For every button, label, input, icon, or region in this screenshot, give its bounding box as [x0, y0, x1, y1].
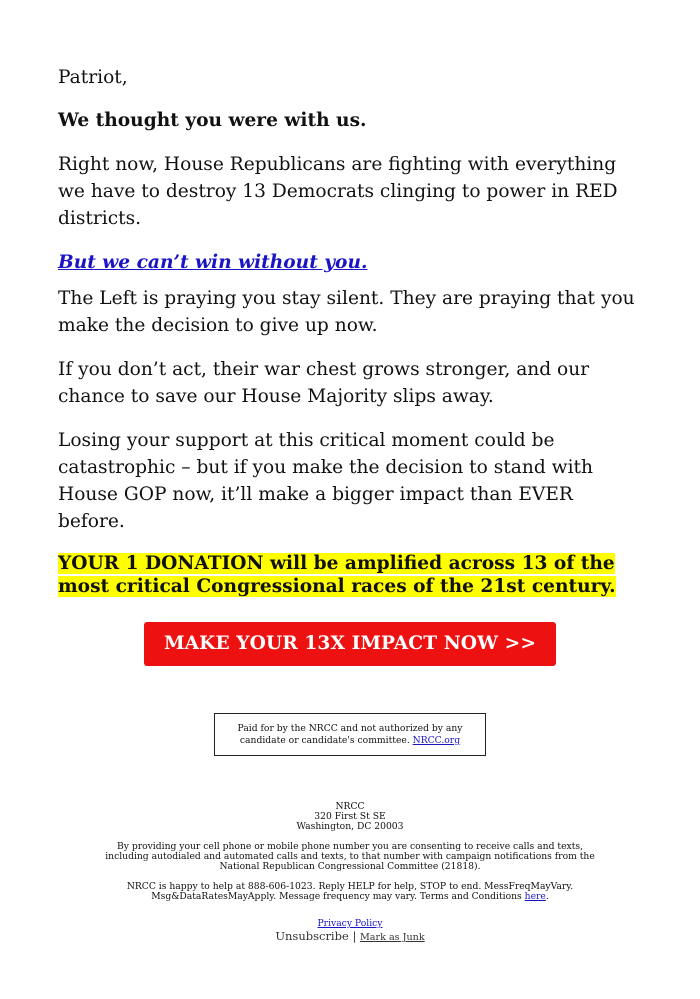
paragraph-2: The Left is praying you stay silent. They are praying that you make the decision to give up now. — [58, 288, 635, 336]
paragraph-1: Right now, House Republicans are fighting with everything we have to destroy 13 Democrats clinging to power in RED districts. — [58, 154, 618, 229]
org-name: NRCC — [335, 801, 365, 812]
paid-for-disclaimer — [214, 713, 486, 756]
paragraph-4: Losing your support at this critical moment could be catastrophic – but if you make the decision to stand with House GOP now, it’ll make a bigger impact than EVER before. — [58, 430, 593, 532]
address-block — [58, 802, 642, 832]
city-address: Washington, DC 20003 — [296, 821, 404, 832]
terms-here-link[interactable]: here — [524, 891, 546, 902]
greeting: Patriot, — [58, 67, 128, 88]
privacy-policy-link[interactable]: Privacy Policy — [317, 918, 383, 929]
unsubscribe-link[interactable]: Unsubscribe — [275, 929, 349, 943]
highlight-text: YOUR 1 DONATION will be amplified across 13 of the most critical Congressional races of the 21st century. — [58, 553, 616, 597]
donate-link[interactable]: But we can’t win without you. — [58, 252, 368, 273]
street-address: 320 First St SE — [314, 811, 386, 822]
unsubscribe-row — [58, 929, 642, 945]
donate-cta-button[interactable]: MAKE YOUR 13X IMPACT NOW >> — [144, 622, 556, 666]
sms-consent-text: By providing your cell phone or mobile phone number you are consenting to receive calls and texts, including autodialed and automated calls and texts, to that number with campaign notifications from the National Republican Congressional Committee (21818). — [105, 841, 595, 872]
privacy-row — [58, 919, 642, 929]
paragraph-3: If you don’t act, their war chest grows stronger, and our chance to save our House Majority slips away. — [58, 359, 590, 407]
headline: We thought you were with us. — [58, 110, 367, 131]
separator: | — [352, 929, 357, 943]
help-text — [115, 882, 585, 902]
mark-as-junk-link[interactable]: Mark as Junk — [359, 932, 425, 943]
disclaimer-text: Paid for by the NRCC and not authorized by any candidate or candidate's committee. — [237, 723, 463, 746]
cta-container — [58, 622, 642, 666]
footer — [58, 802, 642, 945]
highlight-callout — [58, 552, 642, 598]
link-line — [58, 249, 642, 276]
help-text-body: NRCC is happy to help at 888-606-1023. Reply HELP for help, STOP to end. MessFreqMayVary. Msg&DataRatesMayApply. Message frequency may vary. Terms and Conditions — [126, 881, 574, 902]
help-text-period: . — [545, 891, 549, 902]
nrcc-link[interactable]: NRCC.org — [412, 735, 461, 746]
